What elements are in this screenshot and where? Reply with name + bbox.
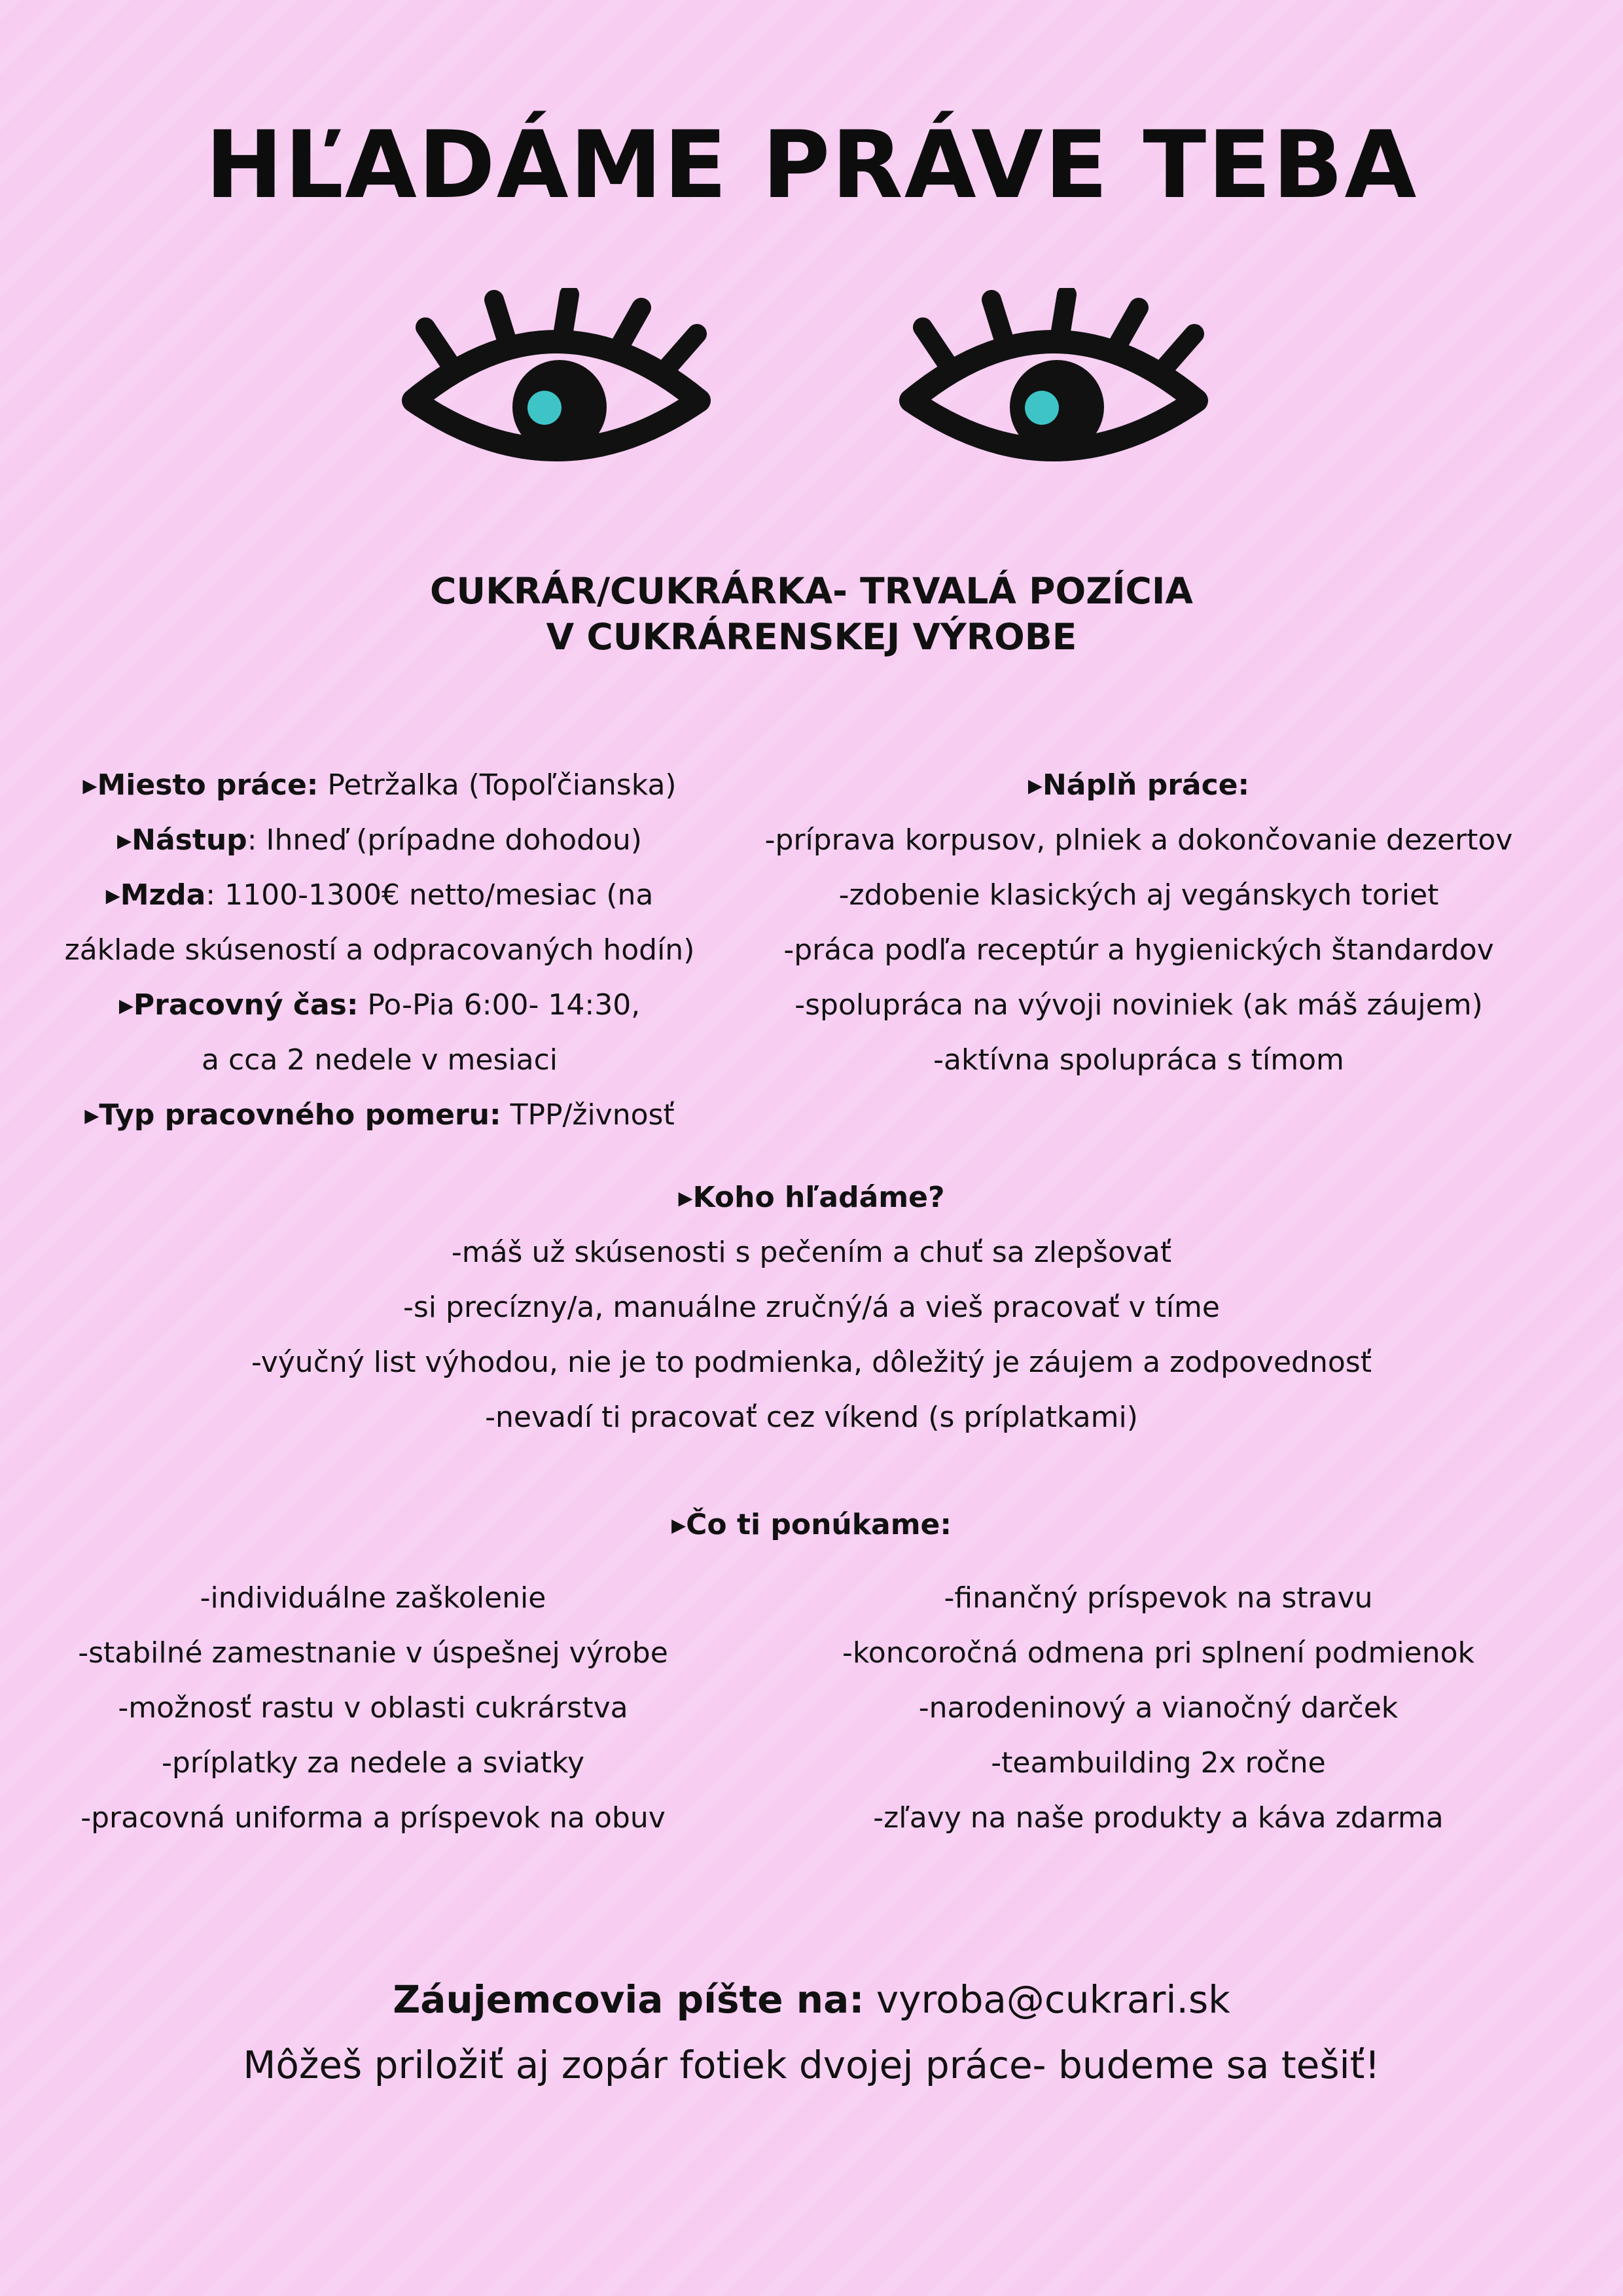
headline: HĽADÁME PRÁVE TEBA: [205, 111, 1418, 219]
list-item: -individuálne zaškolenie: [200, 1581, 546, 1615]
detail-start: ▸Nástup: Ihneď (prípadne dohodou): [117, 823, 642, 857]
list-item: -možnosť rastu v oblasti cukrárstva: [118, 1691, 628, 1725]
job-title: [0, 568, 1623, 660]
list-item: -máš už skúsenosti s pečením a chuť sa zlepšovať: [451, 1236, 1172, 1269]
detail-hours: ▸Pracovný čas: Po-Pia 6:00- 14:30,: [118, 988, 641, 1022]
detail-place: ▸Miesto práce: Petržalka (Topoľčianska): [82, 768, 677, 802]
list-item: -nevadí ti pracovať cez víkend (s príplatkami): [485, 1401, 1138, 1434]
duties-title: ▸Náplň práce:: [1027, 768, 1250, 802]
list-item: -narodeninový a vianočný darček: [918, 1691, 1399, 1725]
list-item: -spolupráca na vývoji noviniek (ak máš záujem): [794, 988, 1483, 1022]
job-title-line: V CUKRÁRENSKEJ VÝROBE: [546, 616, 1077, 658]
detail-salary: ▸Mzda: 1100-1300€ netto/mesiac (na: [105, 878, 654, 912]
eye-icon: [399, 288, 713, 511]
contact-label: Záujemcovia píšte na:: [393, 1977, 865, 2022]
list-item: -zľavy na naše produkty a káva zdarma: [873, 1801, 1444, 1835]
list-item: -príprava korpusov, plniek a dokončovanie dezertov: [764, 823, 1513, 857]
list-item: -pracovná uniforma a príspevok na obuv: [80, 1801, 666, 1835]
list-item: -výučný list výhodou, nie je to podmienka, dôležitý je záujem a zodpovednosť: [251, 1346, 1372, 1379]
offer-title: ▸Čo ti ponúkame:: [671, 1508, 952, 1541]
contact-email[interactable]: vyroba@cukrari.sk: [864, 1977, 1230, 2022]
list-item: -príplatky za nedele a sviatky: [161, 1746, 584, 1780]
list-item: -si precízny/a, manuálne zručný/á a vieš pracovať v tíme: [403, 1291, 1220, 1324]
detail-type: ▸Typ pracovného pomeru: TPP/živnosť: [84, 1098, 675, 1132]
list-item: -zdobenie klasických aj vegánskych toriet: [838, 878, 1439, 912]
list-item: -koncoročná odmena pri splnení podmienok: [842, 1636, 1474, 1670]
job-title-line: CUKRÁR/CUKRÁRKA- TRVALÁ POZÍCIA: [430, 570, 1193, 612]
list-item: -stabilné zamestnanie v úspešnej výrobe: [78, 1636, 668, 1670]
detail-salary-cont: základe skúseností a odpracovaných hodín): [64, 933, 695, 967]
contact-line: [0, 1967, 1623, 2032]
list-item: -finančný príspevok na stravu: [944, 1581, 1373, 1615]
contact-note: Môžeš priložiť aj zopár fotiek dvojej práce- budeme sa tešiť!: [243, 2043, 1380, 2087]
who-section: [0, 1170, 1623, 1445]
who-title: ▸Koho hľadáme?: [678, 1181, 945, 1214]
job-duties: [740, 758, 1538, 1088]
job-details: [33, 758, 726, 1143]
list-item: -práca podľa receptúr a hygienických štandardov: [783, 933, 1494, 967]
detail-hours-cont: a cca 2 nedele v mesiaci: [202, 1043, 558, 1077]
list-item: -teambuilding 2x ročne: [991, 1746, 1326, 1780]
offer-list-left: [46, 1571, 700, 1846]
list-item: -aktívna spolupráca s tímom: [933, 1043, 1344, 1077]
offer-list-right: [798, 1571, 1518, 1846]
eye-icon: [897, 288, 1211, 511]
